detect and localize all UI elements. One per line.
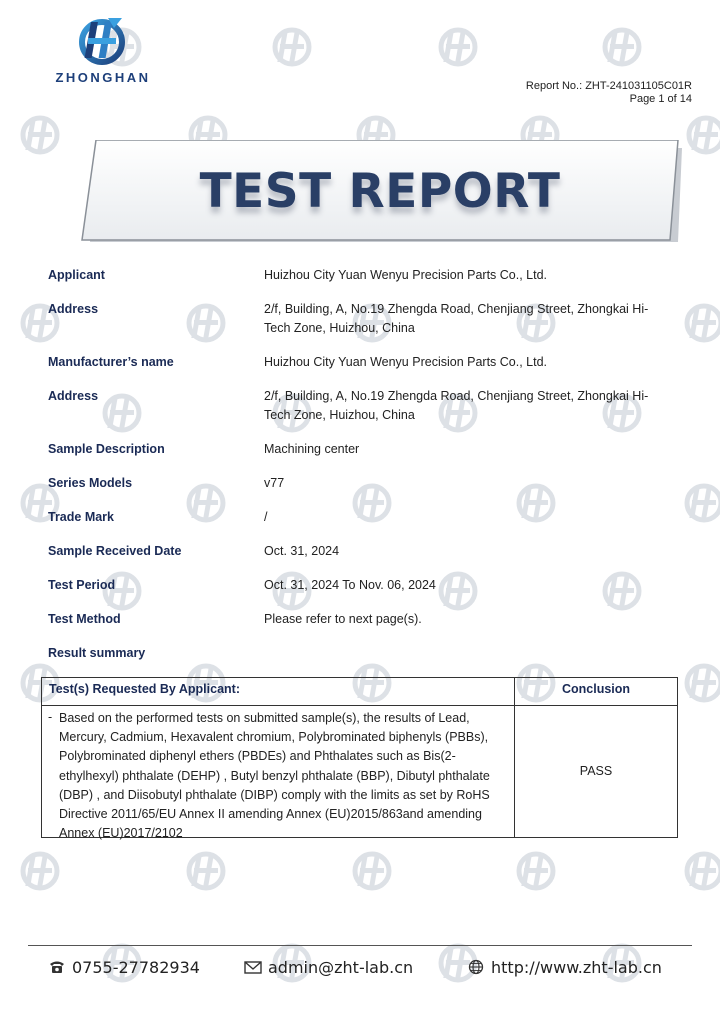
logo-text: ZHONGHAN bbox=[55, 70, 151, 85]
conclusion-value: PASS bbox=[579, 764, 613, 778]
title-banner bbox=[78, 140, 682, 244]
table-header-tests: Test(s) Requested By Applicant: bbox=[49, 682, 240, 696]
field-label: Address bbox=[48, 389, 99, 403]
phone-number: 0755-27782934 bbox=[72, 958, 200, 977]
watermark-logo-icon bbox=[682, 848, 720, 892]
email-address[interactable]: admin@zht-lab.cn bbox=[268, 958, 414, 977]
footer-divider bbox=[28, 945, 692, 946]
website-url[interactable]: http://www.zht-lab.cn bbox=[491, 958, 662, 977]
watermark-logo-icon bbox=[350, 848, 394, 892]
watermark-logo-icon bbox=[270, 24, 314, 68]
phone-icon bbox=[48, 959, 66, 975]
zhonghan-logo-icon bbox=[78, 16, 126, 66]
table-header-divider bbox=[42, 705, 677, 706]
field-value: Machining center bbox=[264, 442, 360, 456]
field-label: Sample Description bbox=[48, 442, 165, 456]
watermark-logo-icon bbox=[100, 390, 144, 434]
watermark-logo-icon bbox=[682, 300, 720, 344]
watermark-logo-icon bbox=[436, 24, 480, 68]
summary-table bbox=[41, 677, 678, 841]
watermark-logo-icon bbox=[600, 24, 644, 68]
field-value: Huizhou City Yuan Wenyu Precision Parts Co., Ltd. bbox=[264, 355, 548, 369]
field-label: Sample Received Date bbox=[48, 544, 182, 558]
field-label: Series Models bbox=[48, 476, 133, 490]
watermark-logo-icon bbox=[184, 480, 228, 524]
watermark-logo-icon bbox=[682, 660, 720, 704]
field-value: Oct. 31, 2024 To Nov. 06, 2024 bbox=[264, 578, 436, 592]
test-description: Based on the performed tests on submitted sample(s), the results of Lead, Mercury, Cadmium, Hexavalent chromium, Polybrominated biphenyls (PBBs), Polybrominated diphenyl ethers (PBDEs) and Phthalates such as Bis(2-ethylhexyl) phthalate (DEHP) , Butyl benzyl phthalate (BBP), Dibutyl phthalate (DBP) , and Diisobutyl phthalate (DIBP) comply with the limits as set by RoHS Directive 2011/65/EU Annex II amending Annex (EU)2015/863and amending Annex (EU)2017/2102 bbox=[59, 711, 490, 841]
report-title: TEST REPORT bbox=[199, 164, 561, 219]
watermark-logo-icon bbox=[514, 848, 558, 892]
watermark-logo-icon bbox=[184, 300, 228, 344]
watermark-logo-icon bbox=[184, 848, 228, 892]
envelope-icon bbox=[244, 959, 262, 975]
field-label: Trade Mark bbox=[48, 510, 115, 524]
field-value: 2/f, Building, A, No.19 Zhengda Road, Chenjiang Street, Zhongkai Hi-Tech Zone, Huizhou, China bbox=[264, 389, 649, 422]
footer-website bbox=[467, 958, 662, 977]
watermark-logo-icon bbox=[684, 112, 720, 156]
footer-email bbox=[244, 958, 413, 977]
company-logo bbox=[48, 14, 158, 88]
table-column-divider bbox=[514, 678, 515, 837]
watermark-logo-icon bbox=[682, 480, 720, 524]
watermark-logo-icon bbox=[18, 848, 62, 892]
table-header-conclusion: Conclusion bbox=[561, 682, 631, 696]
page-number: Page 1 of 14 bbox=[629, 93, 692, 105]
field-label: Test Period bbox=[48, 578, 116, 592]
field-value: Huizhou City Yuan Wenyu Precision Parts Co., Ltd. bbox=[264, 268, 548, 282]
watermark-logo-icon bbox=[18, 112, 62, 156]
field-label: Address bbox=[48, 302, 99, 316]
field-label: Applicant bbox=[48, 268, 105, 282]
field-value: Oct. 31, 2024 bbox=[264, 544, 340, 558]
report-number: Report No.: ZHT-241031105C01R bbox=[525, 80, 692, 92]
field-label: Manufacturer’s name bbox=[48, 355, 174, 369]
report-number-block bbox=[526, 80, 692, 106]
field-label: Test Method bbox=[48, 612, 121, 626]
field-label: Result summary bbox=[48, 646, 146, 660]
globe-icon bbox=[467, 959, 485, 975]
field-value: v77 bbox=[264, 476, 285, 490]
field-value: / bbox=[264, 510, 268, 524]
field-value: Please refer to next page(s). bbox=[264, 612, 422, 626]
list-bullet: - bbox=[48, 710, 53, 724]
field-value: 2/f, Building, A, No.19 Zhengda Road, Chenjiang Street, Zhongkai Hi-Tech Zone, Huizhou, China bbox=[264, 302, 649, 335]
footer-phone bbox=[48, 958, 200, 977]
